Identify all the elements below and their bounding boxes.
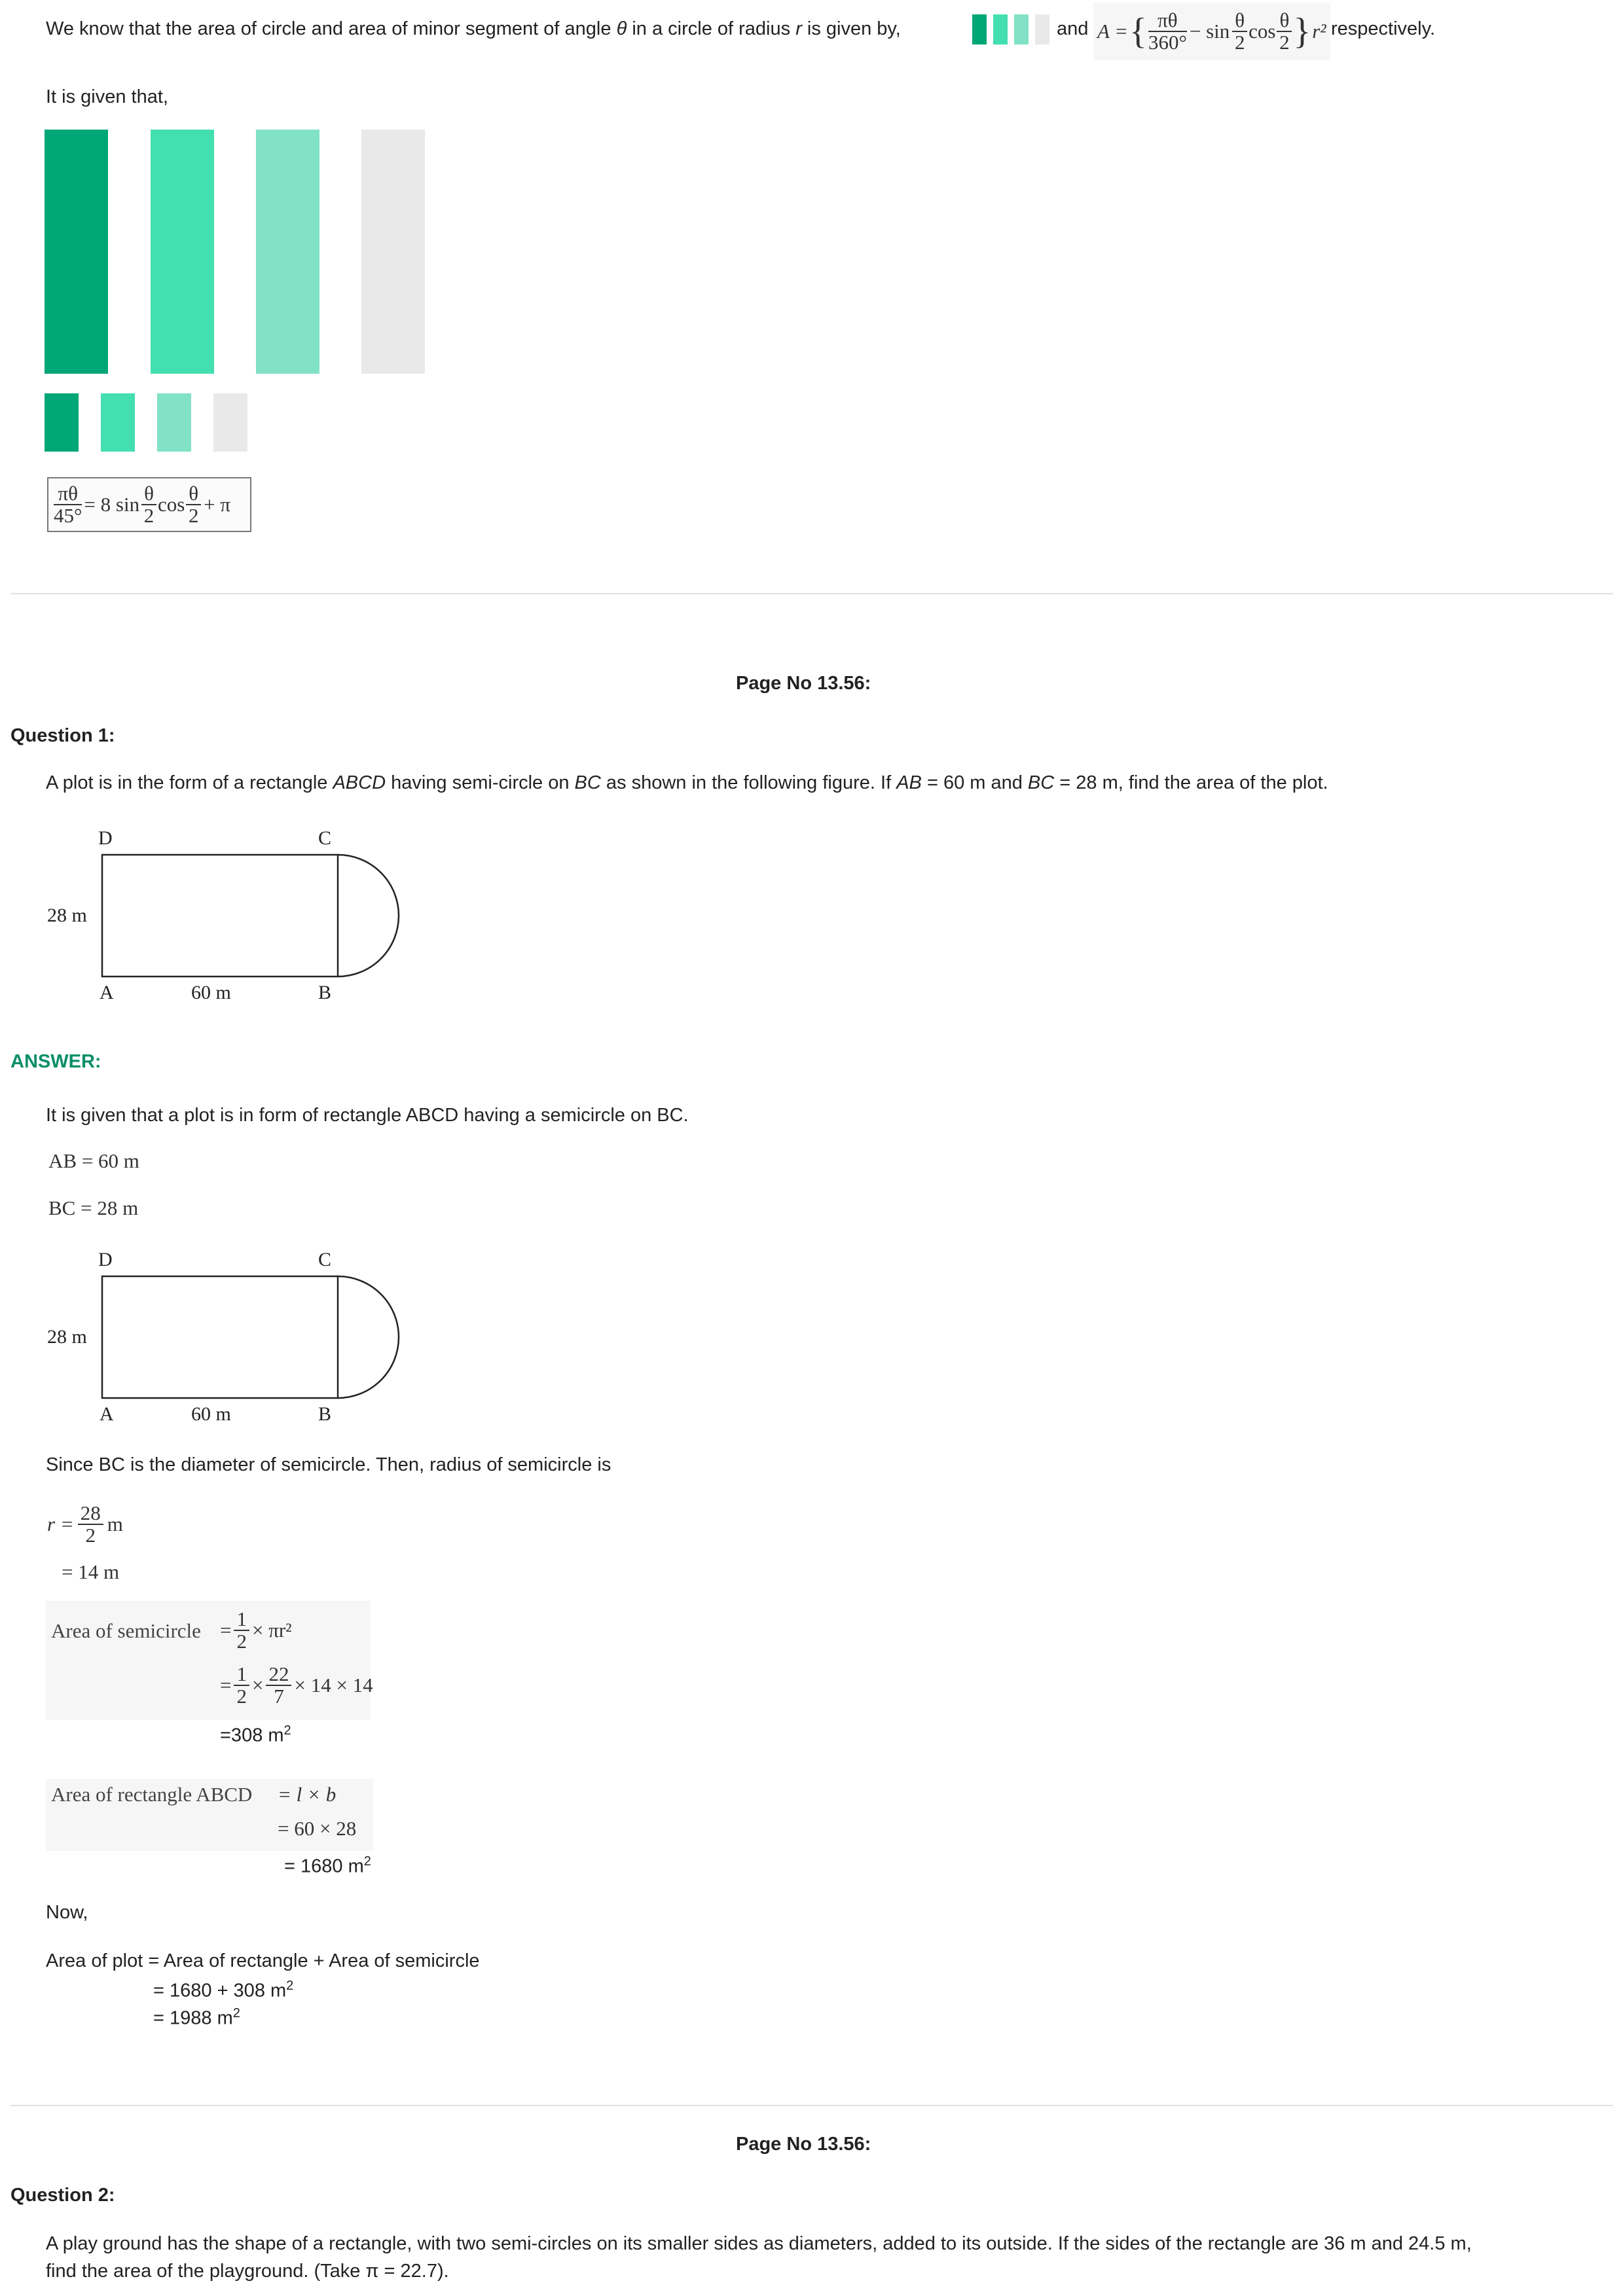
intro-line [46,17,901,41]
rectangle-label: Area of rectangle ABCD [51,1783,253,1806]
ab-equation: AB = 60 m [48,1149,139,1172]
given-equation [47,477,251,532]
formula-den-2: 2 [1234,31,1245,54]
fig1-label-c: C [318,827,332,849]
given-cos: cos [157,493,185,516]
rectangle-eq-1: = l × b [278,1783,337,1806]
fig2-label-a: A [100,1403,114,1425]
intro-bar-3 [1014,14,1029,45]
small-bar-4 [213,393,247,452]
intro-and: and [1057,18,1089,39]
intro-bar-1 [972,14,987,45]
intro-theta: θ [616,18,627,39]
question-2-line-2: find the area of the playground. (Take π = 22.7). [46,2261,449,2282]
fig2-label-d: D [98,1249,113,1270]
semicircle-eq-1: = $\frac{1}{2}$ × πr² [220,1607,292,1653]
bc-equation: BC = 28 m [48,1196,139,1219]
fig1-side-left: 28 m [47,905,87,926]
given-num-2: θ [141,483,156,505]
given-den-3: 2 [188,504,199,527]
given-tail: + π [204,493,231,516]
small-bar-2 [101,393,135,452]
fig2-label-c: C [318,1249,332,1270]
formula-tail: r² [1312,20,1326,43]
answer-intro-text: It is given that a plot is in form of rectangle ABCD having a semicircle on BC. [46,1105,689,1126]
plot-figure-2 [39,1246,419,1436]
intro-bar-2 [993,14,1008,45]
given-num-1: πθ [54,483,82,505]
intro-respectively: respectively. [1331,18,1436,39]
intro-text-1: We know that the area of circle and area of minor segment of angle [46,18,617,39]
given-num-3: θ [186,483,201,505]
question-1-heading: Question 1: [10,725,115,746]
plot-area-line-1: Area of plot = Area of rectangle + Area of semicircle [46,1950,480,1971]
radius-result: = 14 m [62,1560,120,1583]
radius-equation [47,1503,123,1546]
fig1-label-a: A [100,982,114,1003]
large-bar-3 [256,130,319,374]
intro-r: r [795,18,802,39]
radius-lhs: r = [47,1513,74,1535]
fig1-label-b: B [318,982,332,1003]
intro-text-2: in a circle of radius [627,18,796,39]
large-bar-4 [361,130,425,374]
fig1-side-bottom: 60 m [191,982,231,1003]
formula-cos: cos [1249,20,1276,43]
plot-area-line-2: = 1680 + 308 $m^2$ [153,1979,294,2001]
question-2-line-1: A play ground has the shape of a rectangle, with two semi-circles on its smaller sides as diameters, added to its outside. If the sides of the rectangle are 36 m and 24.5 m, [46,2233,1472,2254]
given-den-1: 45° [54,504,82,527]
since-text: Since BC is the diameter of semicircle. Then, radius of semicircle is [46,1454,611,1475]
given-sin: = 8 sin [84,493,140,516]
fig2-side-left: 28 m [47,1326,87,1348]
radius-unit: m [107,1513,123,1535]
formula-sin: − sin [1189,20,1230,43]
small-bar-1 [45,393,79,452]
segment-area-formula: A = { $\frac{\pi\theta}{360^\circ}$ − sin $\frac{\theta}{2}$ cos $\frac{\theta}{2}$ } r² [1093,3,1330,60]
fig1-label-d: D [98,827,113,849]
given-text: It is given that, [46,86,168,107]
semicircle-label: Area of semicircle [51,1619,201,1642]
small-bar-3 [157,393,191,452]
formula-lhs: A = [1097,20,1129,43]
divider-2 [10,2105,1613,2106]
intro-text-3: is given by, [801,18,901,39]
formula-den-1: 360° [1148,31,1187,54]
large-bar-2 [151,130,214,374]
fig2-label-b: B [318,1403,332,1425]
large-bar-1 [45,130,108,374]
formula-den-3: 2 [1279,31,1290,54]
question-2-heading: Question 2: [10,2185,115,2206]
plot-area-line-3: = 1988 $m^2$ [153,2006,240,2029]
given-den-2: 2 [143,504,155,527]
radius-num: 28 [78,1503,103,1525]
answer-label: ANSWER: [10,1051,101,1072]
formula-num-1: πθ [1148,10,1187,32]
formula-num-3: θ [1277,10,1292,32]
question-1-text: A plot is in the form of a rectangle ABCD having semi-circle on BC as shown in the following figure. If AB = 60 m and BC = 28 m, find the area of the plot. [46,772,1328,793]
divider-1 [10,593,1613,594]
plot-figure-1 [39,825,419,1014]
semicircle-result: =308 $m^2$ [220,1723,291,1746]
fig2-side-bottom: 60 m [191,1403,231,1425]
formula-num-2: θ [1232,10,1247,32]
radius-den: 2 [85,1524,96,1547]
rectangle-eq-2: = 60 × 28 [278,1817,357,1840]
rectangle-result: = 1680 $m^2$ [284,1854,371,1877]
page-number-2: Page No 13.56: [736,2134,871,2155]
intro-bar-4 [1035,14,1049,45]
semicircle-eq-2: = $\frac{1}{2}$ × $\frac{22}{7}$ × 14 × 14 [220,1662,373,1708]
page-number-1: Page No 13.56: [736,673,871,694]
now-text: Now, [46,1902,88,1923]
